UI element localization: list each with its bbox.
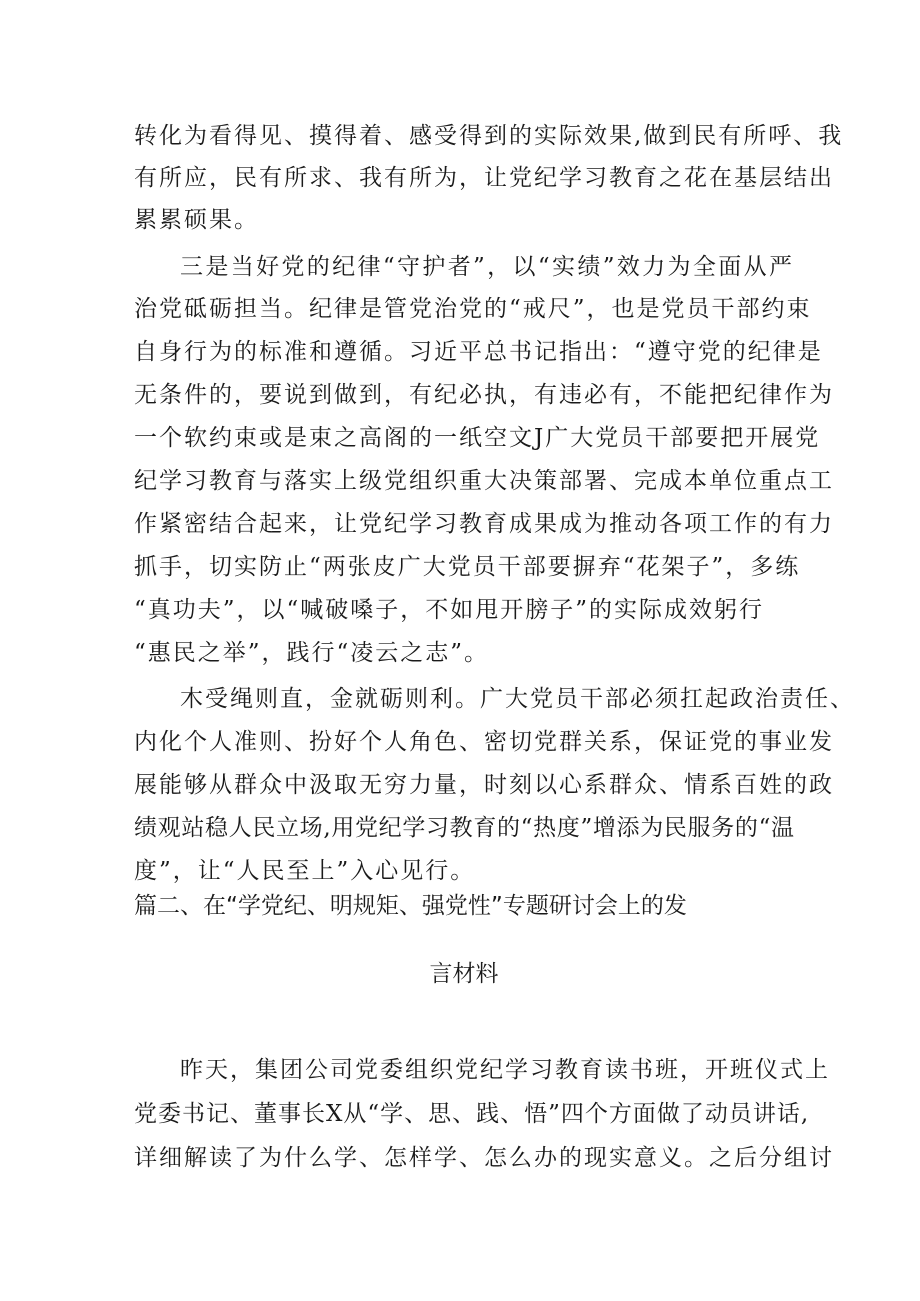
paragraph-line: 自身行为的标准和遵循。习近平总书记指出：“遵守党的纪律是 [134,339,823,365]
paragraph-line: 转化为看得见、摸得着、感受得到的实际效果,做到民有所呼、我 [134,123,844,149]
paragraph-line: 无条件的，要说到做到，有纪必执，有违必有，不能把纪律作为 [134,382,834,408]
paragraph-line: “惠民之举”，践行“凌云之志”。 [134,640,490,666]
paragraph-line: 治党砥砺担当。纪律是管党治党的“戒尺”，也是党员干部约束 [134,296,812,322]
paragraph-line: 党委书记、董事长X从“学、思、践、悟”四个方面做了动员讲话, [134,1101,810,1127]
paragraph-line: 绩观站稳人民立场,用党纪学习教育的“热度”增添为民服务的“温 [134,815,794,841]
paragraph-line: 度”，让“人民至上”入心见行。 [134,858,476,884]
paragraph-line: 作紧密结合起来，让党纪学习教育成果成为推动各项工作的有力 [134,511,834,537]
paragraph-line: 有所应，民有所求、我有所为，让党纪学习教育之花在基层结出 [134,165,834,191]
paragraph-line: 展能够从群众中汲取无穷力量，时刻以心系群众、情系百姓的政 [134,772,834,798]
paragraph-line: 木受绳则直，金就砺则利。广大党员干部必须扛起政治责任、 [180,686,855,712]
paragraph-line: 纪学习教育与落实上级党组织重大决策部署、完成本单位重点工 [134,468,834,494]
paragraph-line: 昨天，集团公司党委组织党纪学习教育读书班，开班仪式上 [180,1057,830,1083]
paragraph-line: “真功夫”，以“喊破嗓子，不如甩开膀子”的实际成效躬行 [134,597,765,623]
paragraph-line: 详细解读了为什么学、怎样学、怎么办的现实意义。之后分组讨 [134,1145,834,1171]
paragraph-line: 三是当好党的纪律“守护者”，以“实绩”效力为全面从严 [180,254,794,280]
section-heading-continued: 言材料 [429,961,499,987]
paragraph-line: 一个软约束或是束之高阁的一纸空文J广大党员干部要把开展党 [134,425,821,451]
paragraph-line: 内化个人准则、扮好个人角色、密切党群关系，保证党的事业发 [134,729,834,755]
paragraph-line: 抓手，切实防止“两张皮广大党员干部要摒弃“花架子”，多练 [134,554,801,580]
paragraph-line: 累累硕果。 [134,207,259,233]
section-heading: 篇二、在“学党纪、明规矩、强党性”专题研讨会上的发 [134,893,687,919]
